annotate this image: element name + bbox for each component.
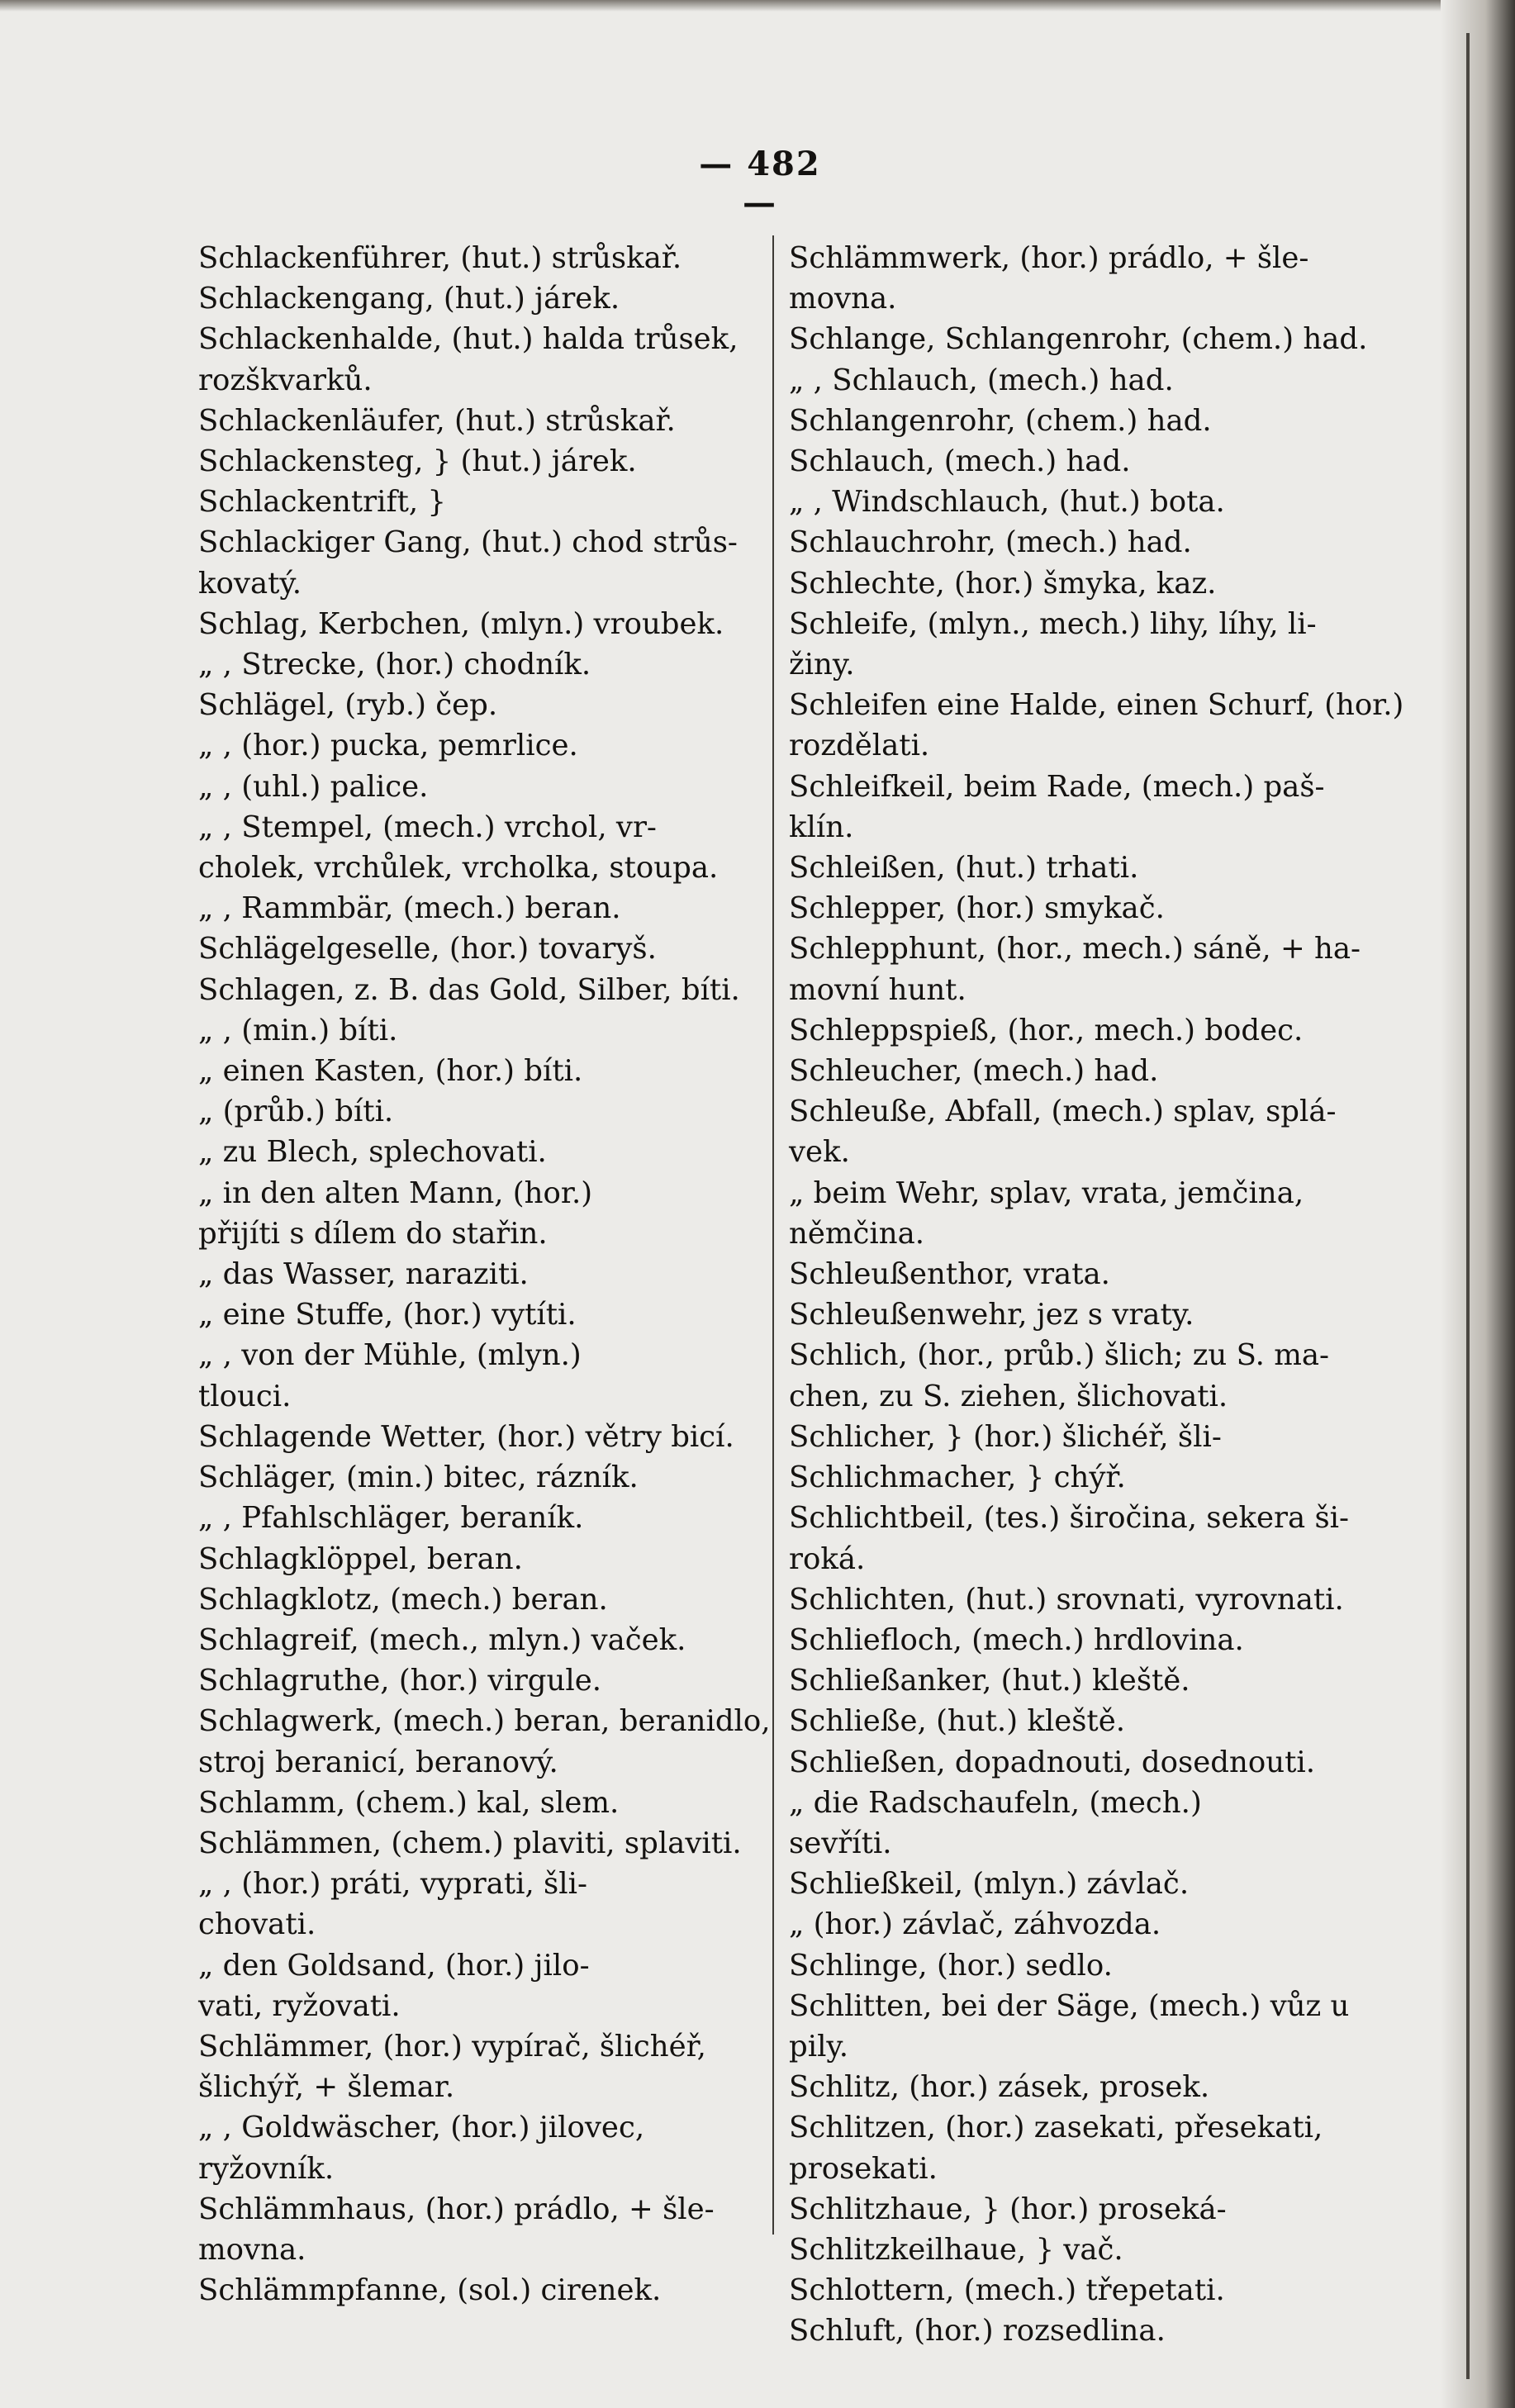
dictionary-entry-line: „ , (min.) bíti. (198, 1013, 398, 1047)
dictionary-entry-line: Schlämmpfanne, (sol.) cirenek. (198, 2273, 662, 2308)
dictionary-entry-line: „ die Radschaufeln, (mech.) (789, 1785, 1202, 1820)
dictionary-entry-line: Schlagruthe, (hor.) virgule. (198, 1664, 602, 1698)
dictionary-entry-line: Schlicher, } (hor.) šlichéř, šli- (789, 1419, 1222, 1454)
dictionary-entry-line: Schlichtbeil, (tes.) širočina, sekera ši- (789, 1501, 1350, 1536)
dictionary-entry-line: „ , (uhl.) palice. (198, 769, 429, 804)
dictionary-entry-line: Schlackenführer, (hut.) strůskař. (198, 241, 682, 275)
gutter-line (1466, 33, 1470, 2379)
column-divider (772, 235, 774, 2235)
dictionary-entry-line: Schlitzen, (hor.) zasekati, přesekati, (789, 2111, 1323, 2145)
dictionary-entry-line: Schlagklotz, (mech.) beran. (198, 1582, 608, 1617)
dictionary-entry-line: „ , (hor.) pucka, pemrlice. (198, 729, 578, 763)
dictionary-entry-line: žiny. (789, 648, 855, 682)
dictionary-entry-line: Schliefloch, (mech.) hrdlovina. (789, 1622, 1244, 1657)
dictionary-entry-line: Schlagreif, (mech., mlyn.) vaček. (198, 1622, 686, 1657)
dictionary-entry-line: Schlepphunt, (hor., mech.) sáně, + ha- (789, 932, 1361, 967)
dictionary-entry-line: „ , Goldwäscher, (hor.) jilovec, (198, 2111, 645, 2145)
dictionary-entry-line: „ zu Blech, splechovati. (198, 1135, 547, 1170)
binding-shadow (1441, 0, 1515, 2408)
dictionary-entry-line: „ (průb.) bíti. (198, 1095, 394, 1129)
dictionary-entry-line: Schlämmhaus, (hor.) prádlo, + šle- (198, 2192, 715, 2226)
dictionary-entry-line: Schlamm, (chem.) kal, slem. (198, 1785, 620, 1820)
dictionary-entry-line: Schlägel, (ryb.) čep. (198, 688, 498, 723)
dictionary-entry-line: Schleußenthor, vrata. (789, 1257, 1110, 1292)
dictionary-entry-line: Schlag, Kerbchen, (mlyn.) vroubek. (198, 606, 724, 641)
dictionary-entry-line: Schließkeil, (mlyn.) závlač. (789, 1867, 1190, 1902)
dictionary-entry-line: movní hunt. (789, 972, 966, 1007)
dictionary-entry-line: chovati. (198, 1907, 316, 1942)
dictionary-entry-line: vek. (789, 1135, 850, 1170)
dictionary-entry-line: Schleife, (mlyn., mech.) lihy, líhy, li- (789, 606, 1317, 641)
dictionary-entry-line: „ den Goldsand, (hor.) jilo- (198, 1948, 590, 1983)
page-top-edge (0, 0, 1515, 12)
dictionary-entry-line: prosekati. (789, 2151, 938, 2186)
dictionary-entry-line: „ , Schlauch, (mech.) had. (789, 363, 1174, 397)
dictionary-entry-line: Schlämmer, (hor.) vypírač, šlichéř, (198, 2029, 706, 2064)
dictionary-entry-line: Schleußenwehr, jez s vraty. (789, 1298, 1194, 1332)
dictionary-entry-line: Schlitten, bei der Säge, (mech.) vůz u (789, 1988, 1350, 2023)
dictionary-entry-line: Schlauchrohr, (mech.) had. (789, 525, 1192, 560)
dictionary-entry-line: vati, ryžovati. (198, 1988, 401, 2023)
dictionary-entry-line: stroj beranicí, beranový. (198, 1745, 558, 1779)
dictionary-entry-line: Schlagklöppel, beran. (198, 1541, 523, 1576)
dictionary-entry-line: Schlange, Schlangenrohr, (chem.) had. (789, 322, 1368, 357)
dictionary-entry-line: „ in den alten Mann, (hor.) (198, 1176, 593, 1210)
dictionary-entry-line: Schleppspieß, (hor., mech.) bodec. (789, 1013, 1304, 1047)
dictionary-entry-line: Schlitzhaue, } (hor.) proseká- (789, 2192, 1227, 2226)
dictionary-entry-line: „ einen Kasten, (hor.) bíti. (198, 1054, 583, 1089)
dictionary-entry-line: Schleißen, (hut.) trhati. (789, 851, 1139, 886)
dictionary-entry-line: Schlich, (hor., průb.) šlich; zu S. ma- (789, 1338, 1330, 1373)
dictionary-entry-line: movna. (789, 282, 897, 316)
dictionary-entry-line: Schluft, (hor.) rozsedlina. (789, 2314, 1166, 2349)
dictionary-entry-line: Schlauch, (mech.) had. (789, 444, 1131, 479)
dictionary-entry-line: Schlackentrift, } (198, 485, 446, 520)
dictionary-entry-line: Schlitz, (hor.) zásek, prosek. (789, 2070, 1210, 2105)
dictionary-entry-line: Schlackenhalde, (hut.) halda trůsek, (198, 322, 739, 357)
dictionary-entry-line: movna. (198, 2232, 306, 2267)
dictionary-entry-line: Schlämmwerk, (hor.) prádlo, + šle- (789, 241, 1309, 275)
dictionary-entry-line: Schlägelgeselle, (hor.) tovaryš. (198, 932, 657, 967)
dictionary-entry-line: Schlichten, (hut.) srovnati, vyrovnati. (789, 1582, 1344, 1617)
dictionary-entry-line: Schleifen eine Halde, einen Schurf, (hor.) (789, 688, 1404, 723)
dictionary-entry-line: přijíti s dílem do stařin. (198, 1216, 548, 1251)
dictionary-entry-line: Schlackiger Gang, (hut.) chod strůs- (198, 525, 738, 560)
dictionary-entry-line: Schlagende Wetter, (hor.) větry bicí. (198, 1419, 734, 1454)
dictionary-entry-line: Schlitzkeilhaue, } vač. (789, 2232, 1123, 2267)
dictionary-entry-line: Schläger, (min.) bitec, rázník. (198, 1460, 639, 1495)
dictionary-entry-line: Schlichmacher, } chýř. (789, 1460, 1126, 1495)
dictionary-entry-line: němčina. (789, 1216, 925, 1251)
dictionary-entry-line: „ , Pfahlschläger, beraník. (198, 1501, 584, 1536)
dictionary-entry-line: „ , (hor.) práti, vyprati, šli- (198, 1867, 587, 1902)
dictionary-entry-line: „ das Wasser, naraziti. (198, 1257, 529, 1292)
dictionary-entry-line: kovatý. (198, 566, 302, 601)
dictionary-entry-line: „ (hor.) závlač, záhvozda. (789, 1907, 1161, 1942)
dictionary-entry-line: rozdělati. (789, 729, 930, 763)
dictionary-entry-line: cholek, vrchůlek, vrcholka, stoupa. (198, 851, 719, 886)
dictionary-entry-line: Schlackengang, (hut.) járek. (198, 282, 620, 316)
dictionary-entry-line: rozškvarků. (198, 363, 373, 397)
dictionary-entry-line: roká. (789, 1541, 866, 1576)
dictionary-entry-line: Schlagen, z. B. das Gold, Silber, bíti. (198, 972, 740, 1007)
dictionary-entry-line: Schlottern, (mech.) třepetati. (789, 2273, 1225, 2308)
right-column (789, 238, 1404, 2352)
dictionary-entry-line: chen, zu S. ziehen, šlichovati. (789, 1379, 1228, 1413)
dictionary-entry-line: Schlackenläufer, (hut.) strůskař. (198, 403, 676, 438)
dictionary-entry-line: „ beim Wehr, splav, vrata, jemčina, (789, 1176, 1304, 1210)
dictionary-entry-line: „ , Strecke, (hor.) chodník. (198, 648, 591, 682)
dictionary-entry-line: tlouci. (198, 1379, 292, 1413)
dictionary-entry-line: Schlinge, (hor.) sedlo. (789, 1948, 1113, 1983)
dictionary-entry-line: Schleucher, (mech.) had. (789, 1054, 1159, 1089)
dictionary-entry-line: Schlämmen, (chem.) plaviti, splaviti. (198, 1826, 742, 1860)
dictionary-entry-line: „ , Rammbär, (mech.) beran. (198, 891, 621, 926)
left-column (198, 238, 771, 2311)
dictionary-entry-line: Schließe, (hut.) kleště. (789, 1704, 1125, 1739)
dictionary-entry-line: Schleifkeil, beim Rade, (mech.) paš- (789, 769, 1325, 804)
dictionary-entry-line: šlichýř, + šlemar. (198, 2070, 455, 2105)
dictionary-entry-line: Schlagwerk, (mech.) beran, beranidlo, (198, 1704, 771, 1739)
dictionary-entry-line: Schlackensteg, } (hut.) járek. (198, 444, 637, 479)
dictionary-entry-line: klín. (789, 810, 854, 844)
dictionary-entry-line: Schließanker, (hut.) kleště. (789, 1664, 1190, 1698)
page-number: — 482 — (699, 145, 821, 222)
dictionary-entry-line: „ , von der Mühle, (mlyn.) (198, 1338, 582, 1373)
dictionary-entry-line: ryžovník. (198, 2151, 335, 2186)
dictionary-entry-line: sevříti. (789, 1826, 892, 1860)
dictionary-entry-line: Schlangenrohr, (chem.) had. (789, 403, 1212, 438)
dictionary-entry-line: Schlechte, (hor.) šmyka, kaz. (789, 566, 1217, 601)
dictionary-entry-line: Schließen, dopadnouti, dosednouti. (789, 1745, 1315, 1779)
dictionary-entry-line: pily. (789, 2029, 849, 2064)
dictionary-entry-line: „ eine Stuffe, (hor.) vytíti. (198, 1298, 577, 1332)
dictionary-entry-line: „ , Stempel, (mech.) vrchol, vr- (198, 810, 657, 844)
dictionary-entry-line: „ , Windschlauch, (hut.) bota. (789, 485, 1225, 520)
dictionary-entry-line: Schlepper, (hor.) smykač. (789, 891, 1165, 926)
dictionary-entry-line: Schleuße, Abfall, (mech.) splav, splá- (789, 1095, 1337, 1129)
